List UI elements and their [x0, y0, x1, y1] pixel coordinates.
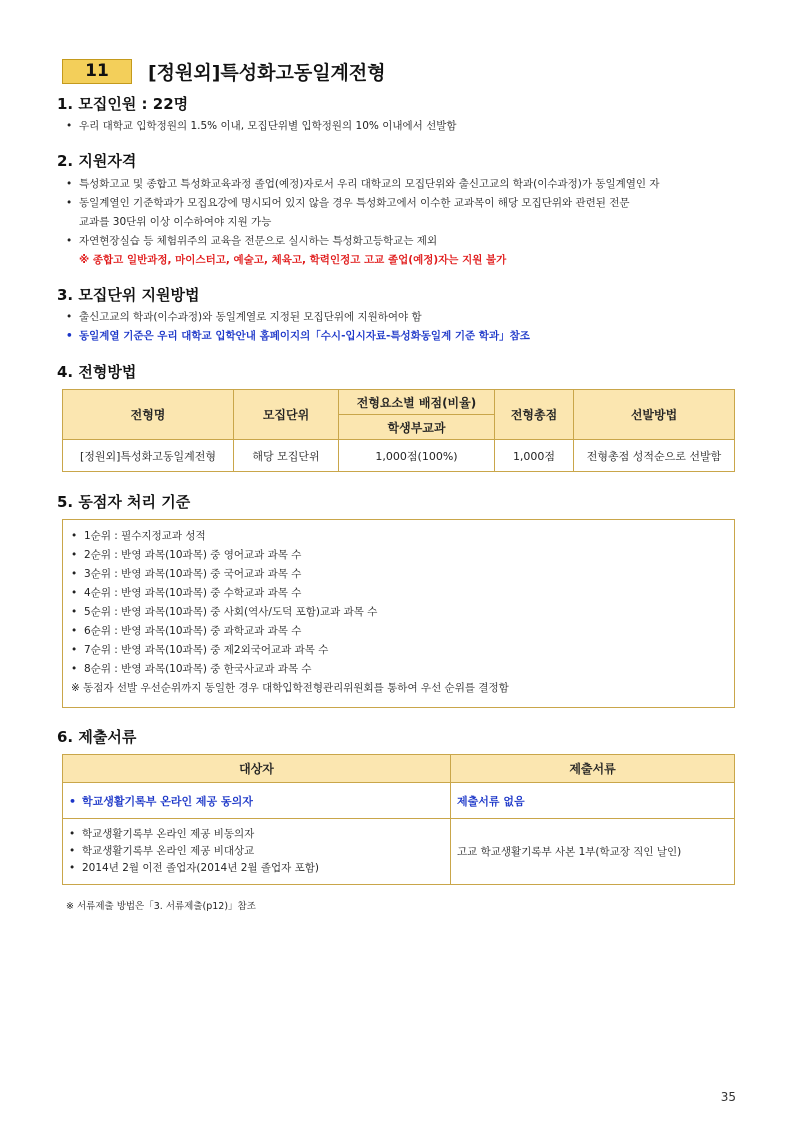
section-5-title: 5. 동점자 처리 기준 — [57, 493, 191, 511]
td-target-consent: • 학교생활기록부 온라인 제공 동의자 — [63, 783, 451, 819]
th-ratio-sub: 학생부교과 — [339, 415, 495, 440]
th-total: 전형총점 — [495, 390, 574, 440]
tie-break-box — [62, 519, 735, 708]
td-total: 1,000점 — [495, 440, 574, 472]
th-target: 대상자 — [63, 755, 451, 783]
s3-line-highlight: • 동일계열 기준은 우리 대학교 입학안내 홈페이지의「수시-입시자료-특성화동일계 기준 학과」참조 — [66, 330, 530, 342]
td-unit: 해당 모집단위 — [234, 440, 339, 472]
th-docs: 제출서류 — [451, 755, 735, 783]
td-method: 전형총점 성적순으로 선발함 — [574, 440, 735, 472]
th-ratio: 전형요소별 배점(비율) — [339, 390, 495, 415]
target-item: • 2014년 2월 이전 졸업자(2014년 2월 졸업자 포함) — [69, 862, 320, 874]
td-ratio: 1,000점(100%) — [339, 440, 495, 472]
th-unit: 모집단위 — [234, 390, 339, 440]
tie-rule: • 8순위 : 반영 과목(10과목) 중 한국사교과 과목 수 — [71, 663, 312, 675]
th-name: 전형명 — [63, 390, 234, 440]
tie-rule: • 6순위 : 반영 과목(10과목) 중 과학교과 과목 수 — [71, 625, 302, 637]
target-item: • 학교생활기록부 온라인 제공 비동의자 — [69, 828, 255, 840]
s2-line: • 특성화고교 및 종합고 특성화교육과정 졸업(예정)자로서 우리 대학교의 모집단위와 출신고교의 학과(이수과정)가 동일계열인 자 — [66, 178, 660, 190]
section-1-title: 1. 모집인원 : 22명 — [57, 95, 189, 113]
tie-rule: • 7순위 : 반영 과목(10과목) 중 제2외국어교과 과목 수 — [71, 644, 329, 656]
td-target-list — [63, 819, 451, 885]
tie-rule: • 2순위 : 반영 과목(10과목) 중 영어교과 과목 수 — [71, 549, 302, 561]
section-4-title: 4. 전형방법 — [57, 363, 137, 381]
chapter-title: [정원외]특성화고동일계전형 — [148, 62, 386, 84]
td-docs-none: 제출서류 없음 — [451, 783, 735, 819]
th-method: 선발방법 — [574, 390, 735, 440]
documents-table — [62, 754, 735, 885]
td-docs-copy: 고교 학교생활기록부 사본 1부(학교장 직인 날인) — [451, 819, 735, 885]
selection-method-table — [62, 389, 735, 472]
s2-ineligible-note: ※ 종합고 일반과정, 마이스터고, 예술고, 체육고, 학력인정고 고교 졸업(예정)자는 지원 불가 — [79, 254, 507, 266]
section-3-title: 3. 모집단위 지원방법 — [57, 286, 200, 304]
s2-line: • 자연현장실습 등 체험위주의 교육을 전문으로 실시하는 특성화고등학교는 제외 — [66, 235, 438, 247]
s2-line-cont: 교과를 30단위 이상 이수하여야 지원 가능 — [79, 216, 272, 228]
page-number: 35 — [720, 1090, 736, 1104]
tie-rule: • 5순위 : 반영 과목(10과목) 중 사회(역사/도덕 포함)교과 과목 수 — [71, 606, 378, 618]
target-item: • 학교생활기록부 온라인 제공 비대상교 — [69, 845, 255, 857]
s3-line: • 출신고교의 학과(이수과정)와 동일계열로 지정된 모집단위에 지원하여야 함 — [66, 311, 422, 323]
td-name: [정원외]특성화고동일계전형 — [63, 440, 234, 472]
s2-line: • 동일계열인 기준학과가 모집요강에 명시되어 있지 않을 경우 특성화고에서 이수한 교과목이 해당 모집단위와 관련된 전문 — [66, 197, 630, 209]
tie-rule: • 3순위 : 반영 과목(10과목) 중 국어교과 과목 수 — [71, 568, 302, 580]
s6-note: ※ 서류제출 방법은「3. 서류제출(p12)」참조 — [66, 901, 256, 912]
tie-rule: • 1순위 : 필수지정교과 성적 — [71, 530, 206, 542]
chapter-number-badge: 11 — [62, 59, 132, 84]
tie-note: ※ 동점자 선발 우선순위까지 동일한 경우 대학입학전형관리위원회를 통하여 우선 순위를 결정함 — [71, 682, 509, 694]
section-2-title: 2. 지원자격 — [57, 152, 137, 170]
section-6-title: 6. 제출서류 — [57, 728, 137, 746]
tie-rule: • 4순위 : 반영 과목(10과목) 중 수학교과 과목 수 — [71, 587, 302, 599]
s1-line: • 우리 대학교 입학정원의 1.5% 이내, 모집단위별 입학정원의 10% 이내에서 선발함 — [66, 120, 457, 132]
